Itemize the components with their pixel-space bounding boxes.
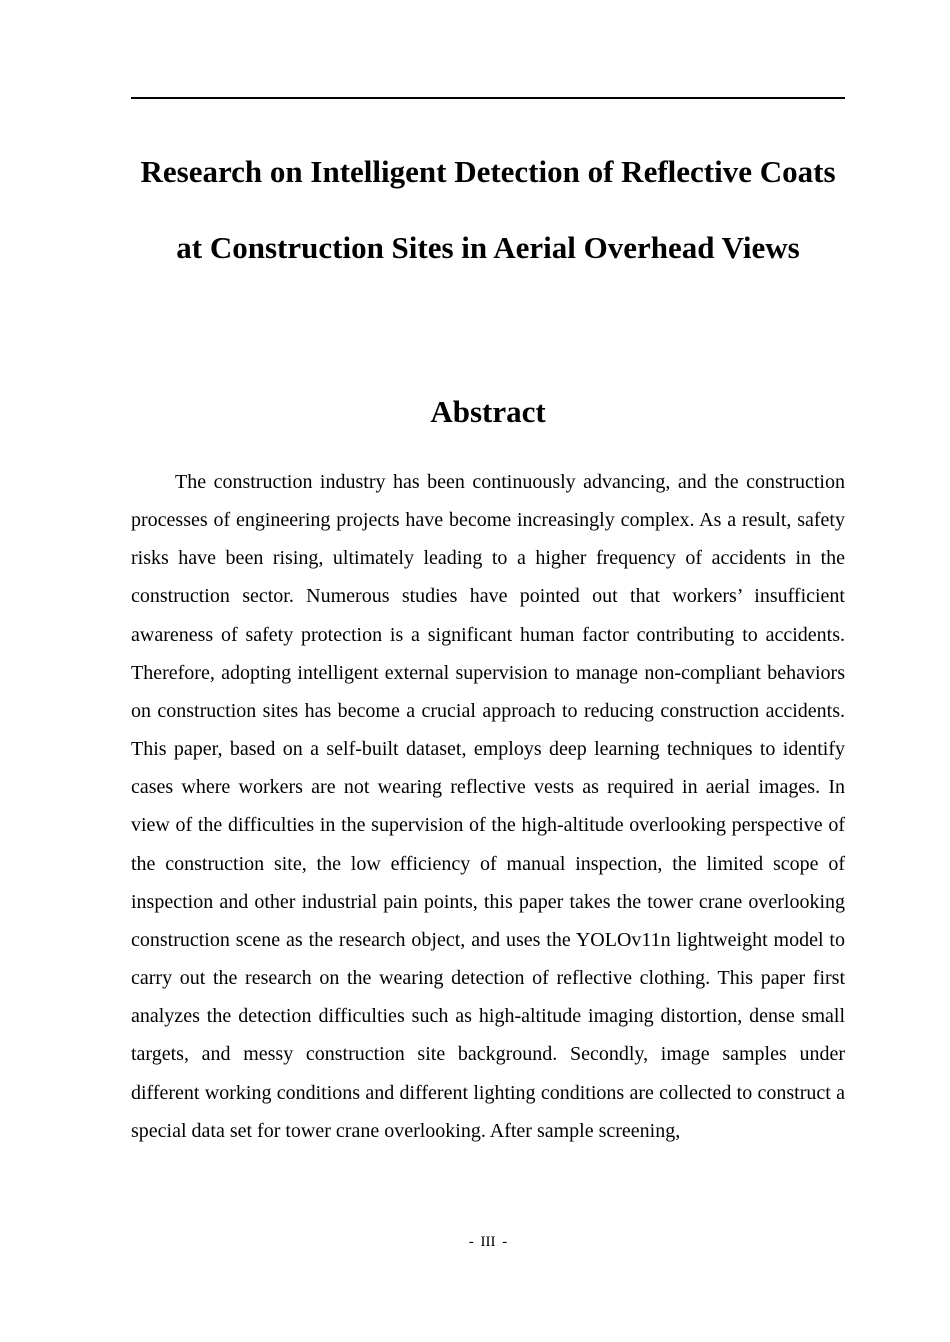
abstract-paragraph: The construction industry has been continuously advancing, and the construction processes of engineering projects have become increasingly complex. As a result, safety risks have been rising, ultimately leading to a higher frequency of accidents in the construction sector. Numerous studies have pointed out that workers’ insufficient awareness of safety protection is a significant human factor contributing to accidents. Therefore, adopting intelligent external supervision to manage non-compliant behaviors on construction sites has become a crucial approach to reducing construction accidents. This paper, based on a self-built dataset, employs deep learning techniques to identify cases where workers are not wearing reflective vests as required in aerial images. In view of the difficulties in the supervision of the high-altitude overlooking perspective of the construction site, the low efficiency of manual inspection, the limited scope of inspection and other industrial pain points, this paper takes the tower crane overlooking construction scene as the research object, and uses the YOLOv11n lightweight model to carry out the research on the wearing detection of reflective clothing. This paper first analyzes the detection difficulties such as high-altitude imaging distortion, dense small targets, and messy construction site background. Secondly, image samples under different working conditions and different lighting conditions are collected to construct a special data set for tower crane overlooking. After sample screening, [131,471,845,1142]
page-number: - III - [468,1234,508,1250]
abstract-heading: Abstract [430,394,546,429]
header-rule [131,97,845,99]
document-title: Research on Intelligent Detection of Reflective Coats at Construction Sites in Aerial Overhead Views [140,154,836,265]
